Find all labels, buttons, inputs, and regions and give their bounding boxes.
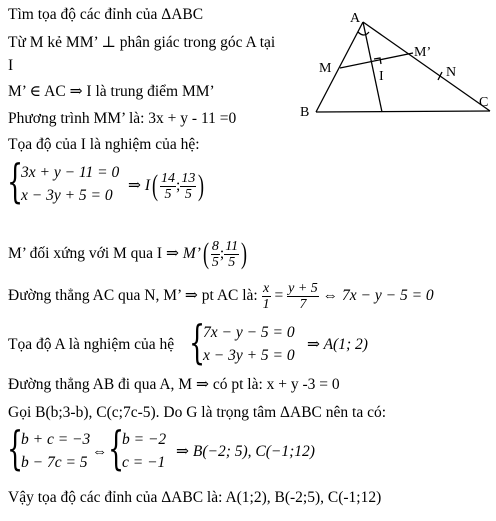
sysA-eq1: 7x − y − 5 = 0 [203,324,295,341]
tick-N [438,72,442,80]
sysB-equiv: ⇔ [92,443,108,460]
brace-system-B1: { [7,421,24,475]
line-construct: Từ M kẻ MM’ ⊥ phân giác trong góc A tại [8,34,276,51]
line-AC: Đường thẳng AC qua N, M’ ⇒ pt AC là: $\frac{x}{1}$ = $\frac{y + 5}{7}$ ⇔ 7x − y − 5 = 0 [8,280,434,312]
triangle-figure [296,8,496,118]
sysI-result: ⇒ I( $\frac{14}{5}$ ; $\frac{13}{5}$ ) [128,169,205,203]
line-A-system: Tọa độ A là nghiệm của hệ [8,336,175,353]
angle-arc-A [358,32,369,35]
sysB-eq3: b = −2 [122,431,167,448]
sysB-eq1: b + c = −3 [21,431,91,448]
sysB-eq2: b − 7c = 5 [21,454,88,471]
label-C: C [479,95,489,110]
label-N: N [446,65,457,80]
line-title: Tìm tọa độ các đỉnh của ΔABC [8,6,204,23]
line-AB: Đường thẳng AB đi qua A, M ⇒ có pt là: x + y -3 = 0 [8,376,340,393]
brace-system-B2: { [108,421,125,475]
line-let-BC: Gọi B(b;3-b), C(c;7c-5). Do G là trọng tâm ΔABC nên ta có: [8,404,387,421]
sysB-eq4: c = −1 [122,454,166,471]
label-B: B [300,105,310,118]
sysA-eq2: x − 3y + 5 = 0 [203,347,295,364]
line-Mprime: M’ đối xứng với M qua I ⇒ M’( $\frac{8}{5}$ ; $\frac{11}{5}$ ) [8,237,248,271]
brace-system-A: { [189,315,206,369]
label-I: I [379,69,384,84]
brace-system-I: { [7,154,24,208]
bisector-AI [363,22,382,112]
label-M: M [319,61,332,76]
sysI-eq1: 3x + y − 11 = 0 [21,164,120,181]
side-AC [363,22,490,111]
line-I-system: Tọa độ của I là nghiệm của hệ: [8,136,200,153]
line-construct-cont: I [8,57,14,74]
side-BC [316,111,490,112]
line-eq-mm: Phương trình MM’ là: 3x + y - 11 =0 [8,110,237,127]
label-Mprime: M’ [414,45,432,60]
sysI-eq2: x − 3y + 5 = 0 [21,187,113,204]
sysA-result: ⇒ A(1; 2) [307,336,368,353]
sysB-result: ⇒ B(−2; 5), C(−1;12) [176,443,315,460]
label-A: A [350,11,361,26]
segment-MMprime [340,53,413,68]
line-conclusion: Vậy tọa độ các đỉnh của ΔABC là: A(1;2), B(-2;5), C(-1;12) [8,489,382,506]
line-midpoint: M’ ∈ AC ⇒ I là trung điểm MM’ [8,83,215,100]
